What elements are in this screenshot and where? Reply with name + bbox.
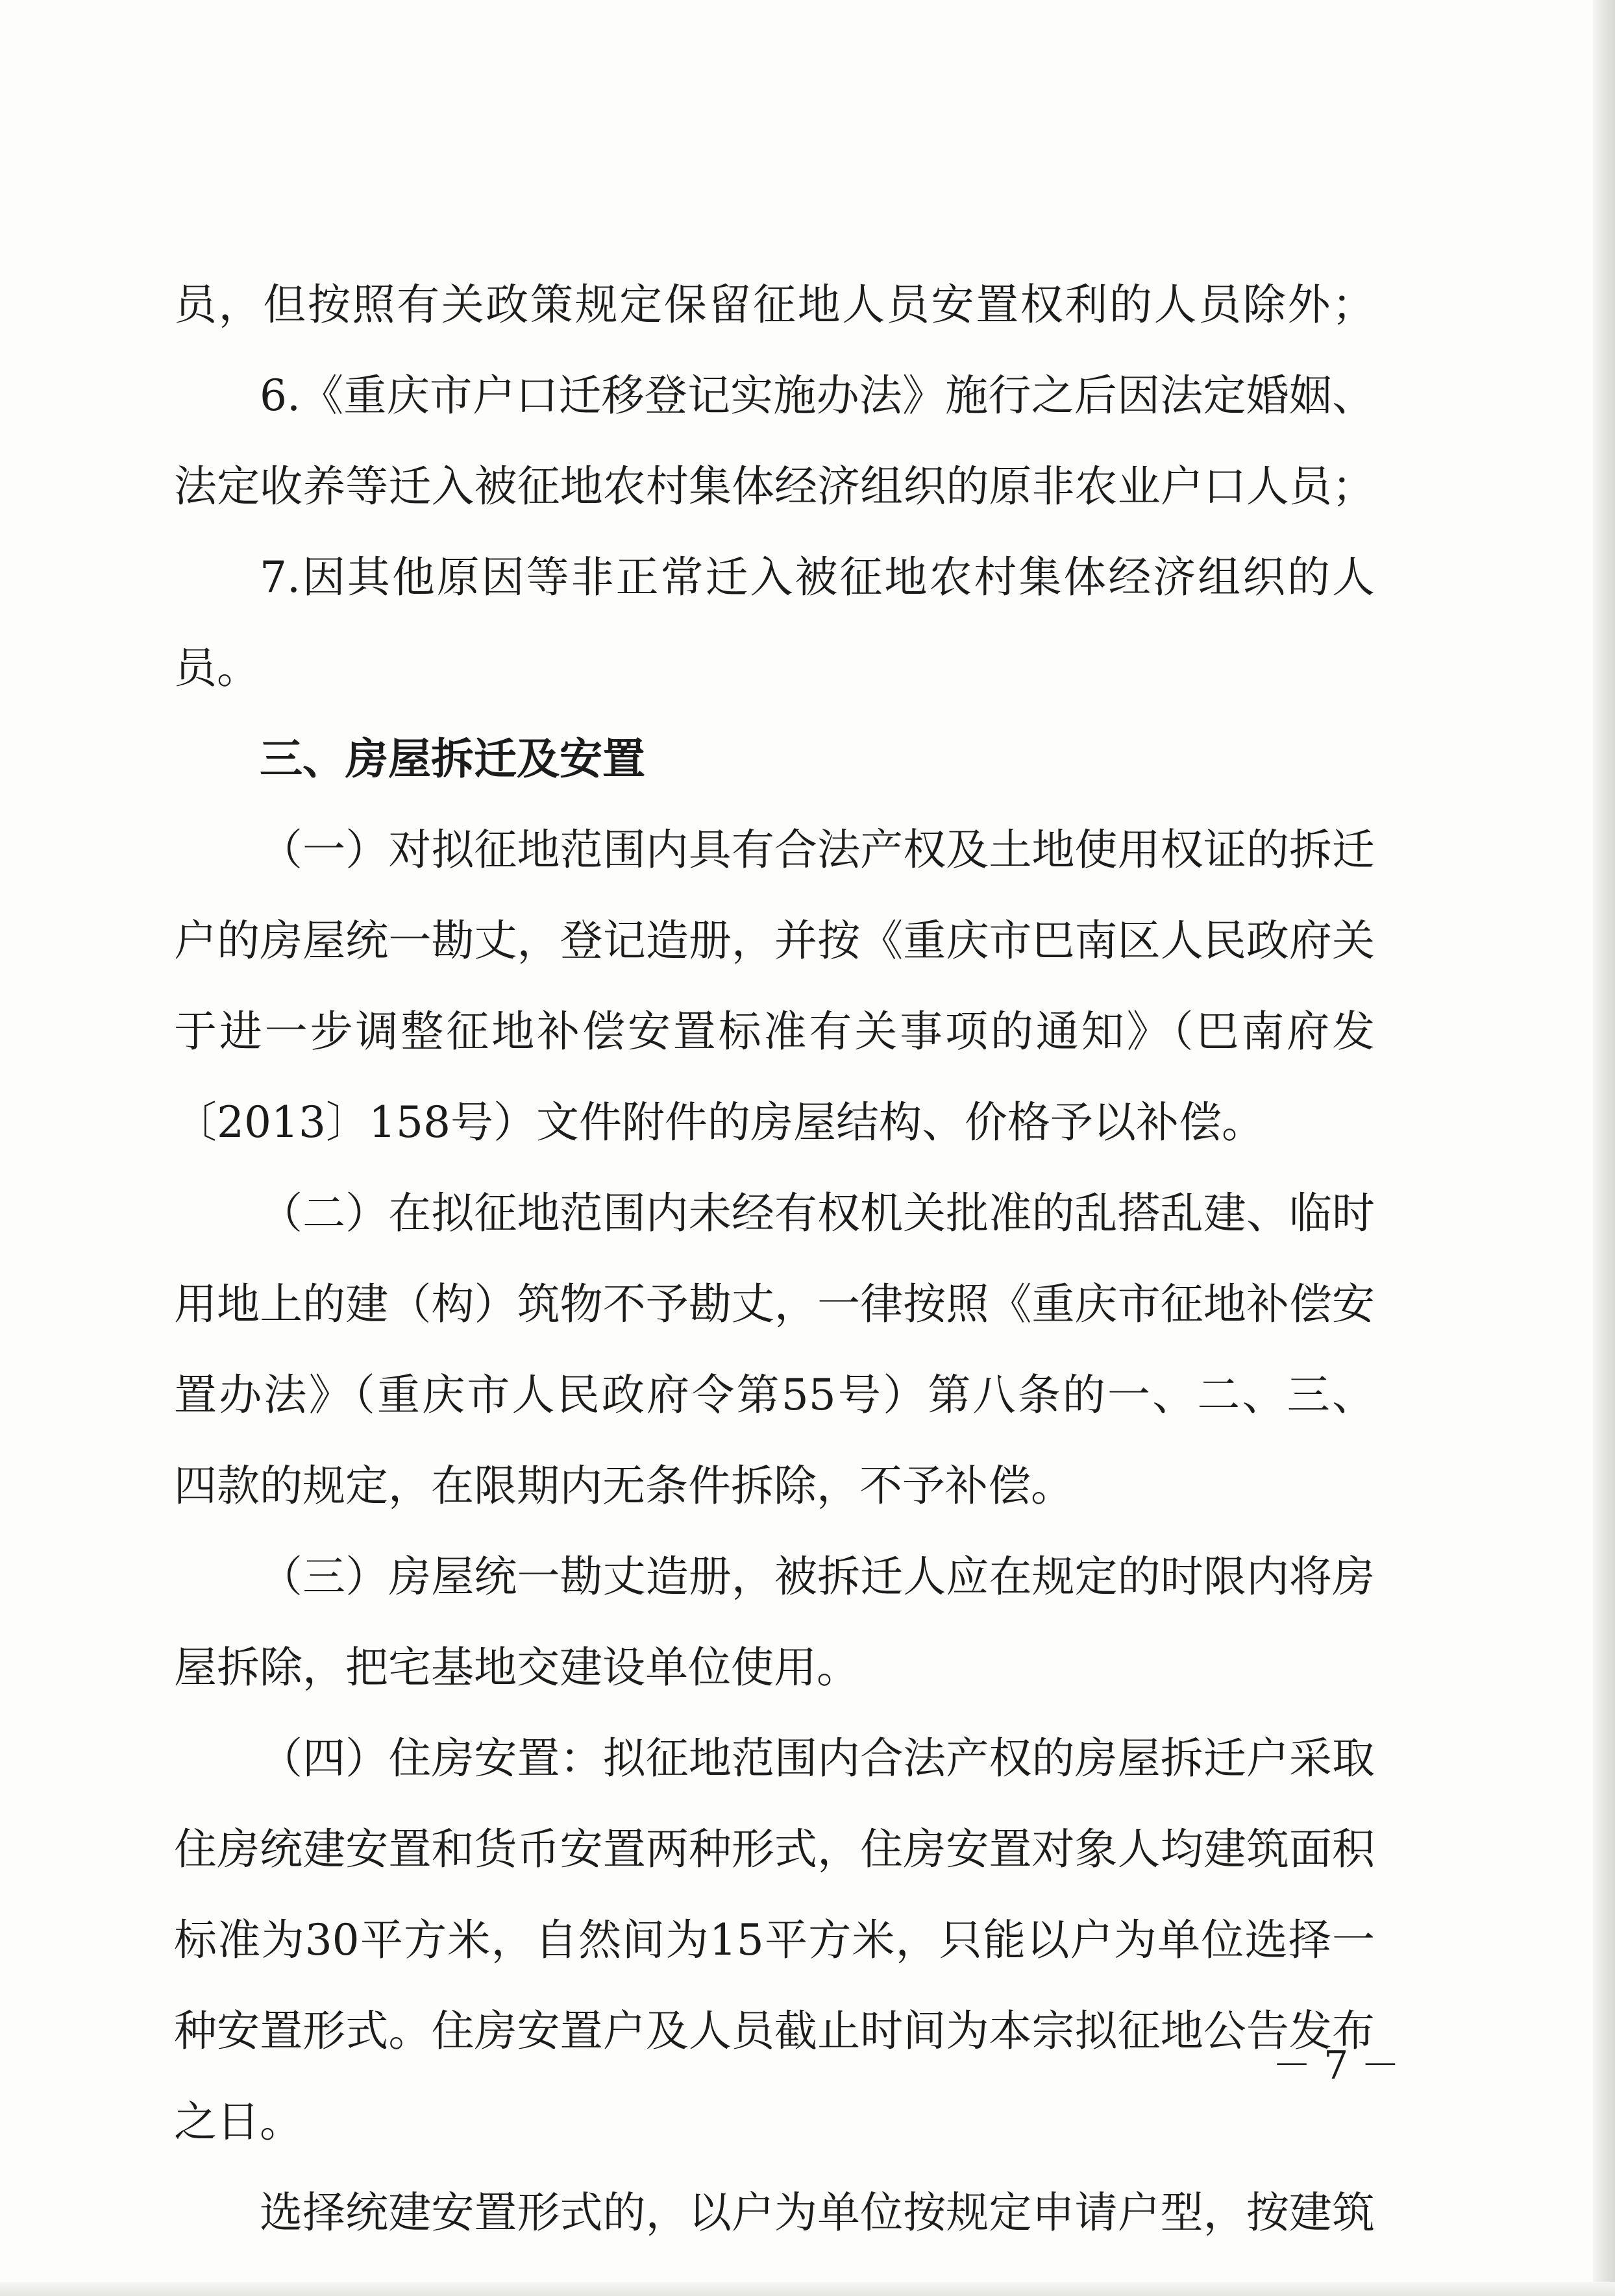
paragraph-line: （三）房屋统一勘丈造册，被拆迁人应在规定的时限内将房 <box>260 1552 1375 1602</box>
scan-edge-right <box>1593 0 1615 2296</box>
paragraph-line: 6.《重庆市户口迁移登记实施办法》施行之后因法定婚姻、 <box>260 371 1375 421</box>
section-heading: 三、房屋拆迁及安置 <box>260 734 645 784</box>
paragraph-line: 户的房屋统一勘丈，登记造册，并按《重庆市巴南区人民政府关 <box>174 916 1375 966</box>
paragraph-line: 住房统建安置和货币安置两种形式，住房安置对象人均建筑面积 <box>174 1824 1375 1874</box>
paragraph-line: 员。 <box>174 643 260 693</box>
paragraph-line: 标准为30平方米，自然间为15平方米，只能以户为单位选择一 <box>174 1915 1375 1965</box>
paragraph-line: 置办法》（重庆市人民政府令第55号）第八条的一、二、三、 <box>174 1370 1375 1420</box>
paragraph-line: 屋拆除，把宅基地交建设单位使用。 <box>174 1643 859 1692</box>
paragraph-line: 四款的规定，在限期内无条件拆除，不予补偿。 <box>174 1461 1074 1511</box>
page-number: － 7 － <box>1272 2043 1400 2088</box>
paragraph-line: 用地上的建（构）筑物不予勘丈，一律按照《重庆市征地补偿安 <box>174 1279 1375 1329</box>
paragraph-line: （二）在拟征地范围内未经有权机关批准的乱搭乱建、临时 <box>260 1188 1375 1238</box>
paragraph-line: （四）住房安置：拟征地范围内合法产权的房屋拆迁户采取 <box>260 1733 1375 1783</box>
paragraph-line: 〔2013〕158号）文件附件的房屋结构、价格予以补偿。 <box>174 1097 1264 1147</box>
paragraph-line: 种安置形式。住房安置户及人员截止时间为本宗拟征地公告发布 <box>174 2006 1375 2056</box>
paragraph-line: 法定收养等迁入被征地农村集体经济组织的原非农业户口人员； <box>174 461 1375 511</box>
scan-edge-bottom <box>0 2282 1615 2296</box>
paragraph-line: 于进一步调整征地补偿安置标准有关事项的通知》（巴南府发 <box>174 1007 1375 1056</box>
paragraph-line: 选择统建安置形式的，以户为单位按规定申请户型，按建筑 <box>260 2188 1375 2238</box>
paragraph-line: 之日。 <box>174 2097 302 2147</box>
paragraph-line: 7.因其他原因等非正常迁入被征地农村集体经济组织的人 <box>260 552 1375 602</box>
paragraph-line: 员，但按照有关政策规定保留征地人员安置权利的人员除外； <box>174 280 1375 330</box>
paragraph-line: （一）对拟征地范围内具有合法产权及土地使用权证的拆迁 <box>260 825 1375 875</box>
